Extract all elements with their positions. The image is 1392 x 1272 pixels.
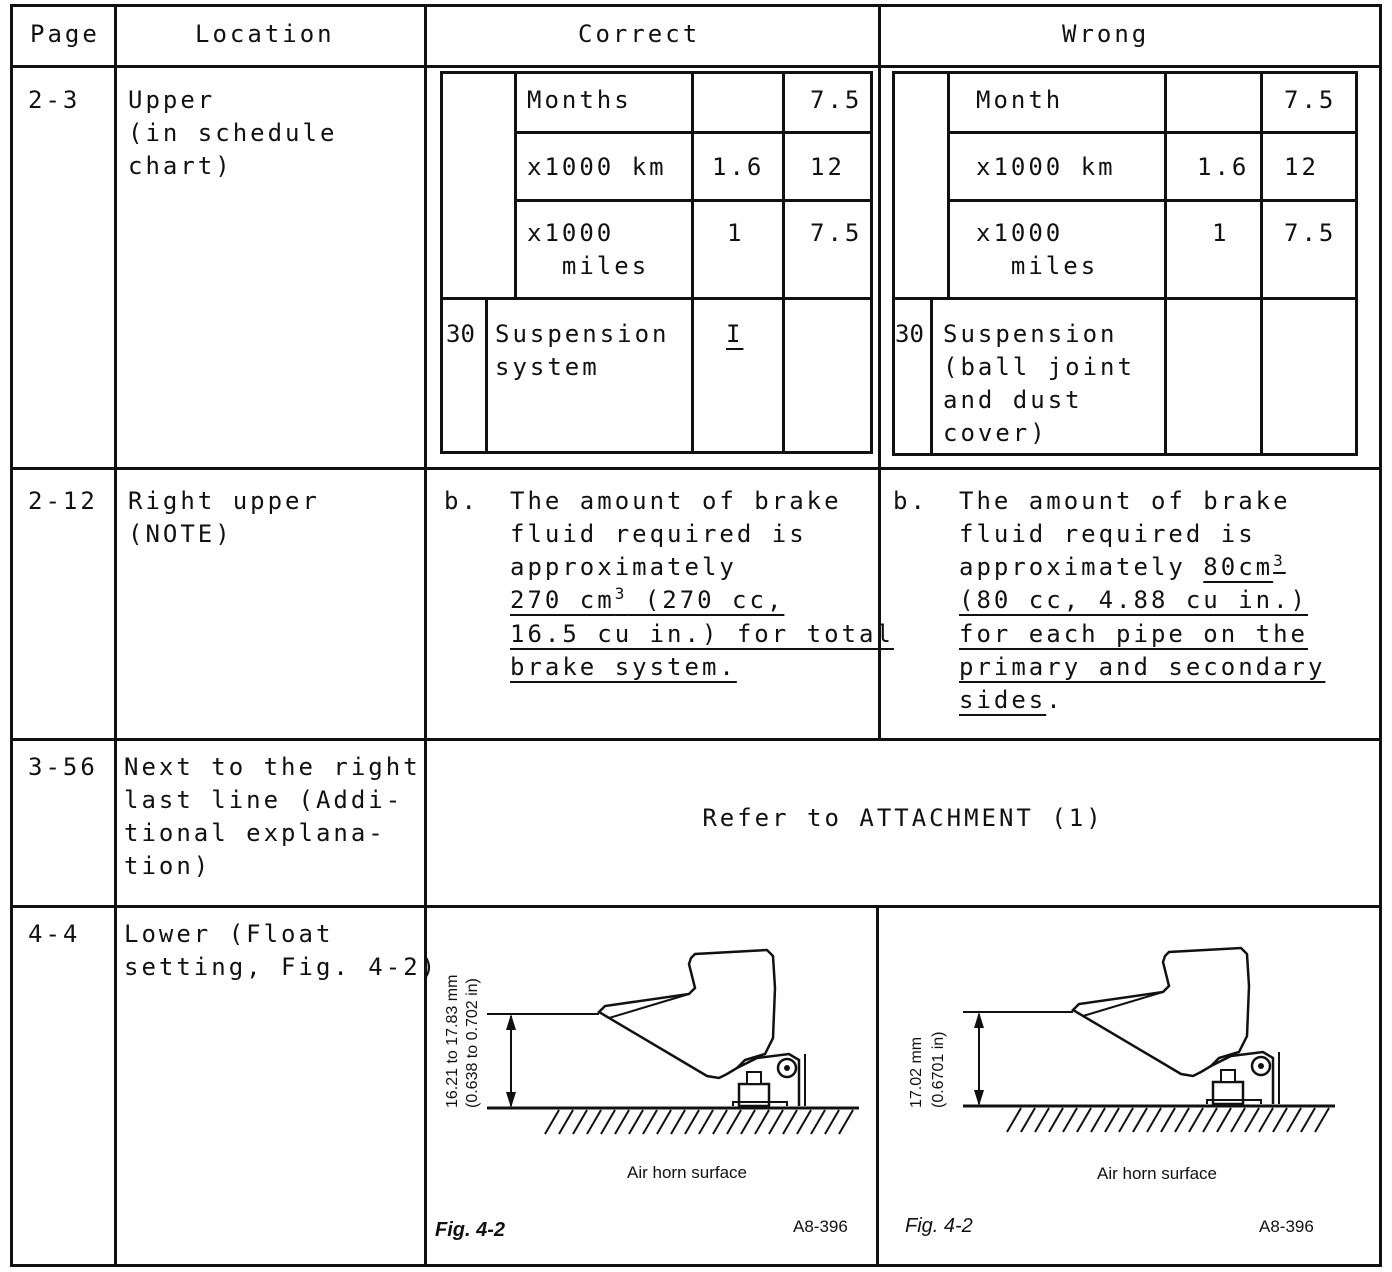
km-value-a: 1.6 [712,153,765,181]
km-value-b: 12 [1284,153,1319,181]
figure-code: A8-396 [1259,1217,1314,1236]
miles-value-b: 7.5 [810,219,863,247]
months-value: 7.5 [1284,86,1337,114]
note-line: fluid required is [510,520,807,548]
figure-code: A8-396 [793,1217,848,1236]
miles-value-a: 1 [727,219,745,247]
item-label: Suspension (ball joint and dust cover) [943,320,1135,447]
header-page: Page [30,20,100,48]
dimension-label-inch: (0.638 to 0.702 in) [464,978,481,1108]
row-location: Lower (Float setting, Fig. 4-2) [124,920,439,981]
item-number: 30 [446,320,475,348]
note-line: 16.5 cu in.) for total [510,620,894,648]
km-label: x1000 km [976,153,1116,181]
note-line: for each pipe on the [959,620,1308,648]
table-border [10,4,1382,7]
float-setting-figure-wrong [879,908,1379,1264]
row-page-number: 3-56 [28,753,98,781]
note-line: 270 $cm^3$ (270 cc, [510,584,785,614]
note-line: approximately [510,553,737,581]
note-label: b. [893,487,928,515]
header-location: Location [195,20,335,48]
months-value: 7.5 [810,86,863,114]
inspection-mark: I [726,320,744,348]
note-line: The amount of brake [510,487,842,515]
figure-caption: Fig. 4-2 [435,1219,506,1241]
float-diagram [427,908,876,1264]
km-value-a: 1.6 [1197,153,1250,181]
table-border [10,1264,1382,1267]
note-line: approximately $80cm^3$ [959,551,1286,581]
note-line: fluid required is [959,520,1256,548]
dimension-label: 17.02 mm [908,1036,925,1108]
table-border [1379,4,1382,1267]
table-border [10,738,1382,741]
miles-label: x1000 miles [976,219,1099,280]
note-line: (80 cc, 4.88 cu in.) [959,586,1308,614]
figure-caption: Fig. 4-2 [905,1215,973,1237]
row-location: Next to the right last line (Addi- tional explana- tion) [124,753,421,880]
float-diagram [879,908,1379,1264]
item-label: Suspension system [495,320,670,381]
table-border [114,4,117,1267]
km-label: x1000 km [527,153,667,181]
note-line: primary and secondary [959,653,1326,681]
note-line: brake system. [510,653,737,681]
surface-label: Air horn surface [627,1163,747,1182]
row-page-number: 2-3 [28,86,81,114]
miles-value-b: 7.5 [1284,219,1337,247]
surface-label: Air horn surface [1097,1164,1217,1183]
row-location: Upper (in schedule chart) [128,86,338,180]
note-line: The amount of brake [959,487,1291,515]
item-number: 30 [895,320,924,348]
table-border [10,65,1382,68]
attachment-reference: Refer to ATTACHMENT (1) [702,804,1104,832]
dimension-label: 16.21 to 17.83 mm [444,974,461,1108]
miles-label: x1000 miles [527,219,650,280]
km-value-b: 12 [810,153,845,181]
header-wrong: Wrong [1062,20,1150,48]
table-border [10,467,1382,470]
row-page-number: 4-4 [28,920,81,948]
note-line: sides. [959,686,1064,714]
float-setting-figure-correct [427,908,876,1264]
miles-value-a: 1 [1212,219,1230,247]
note-label: b. [444,487,479,515]
row-page-number: 2-12 [28,487,98,515]
header-correct: Correct [578,20,701,48]
row-location: Right upper (NOTE) [128,487,320,548]
dimension-label-inch: (0.6701 in) [930,1031,947,1108]
months-label: Months [527,86,632,114]
months-label: Month [976,86,1064,114]
table-border [10,4,13,1267]
